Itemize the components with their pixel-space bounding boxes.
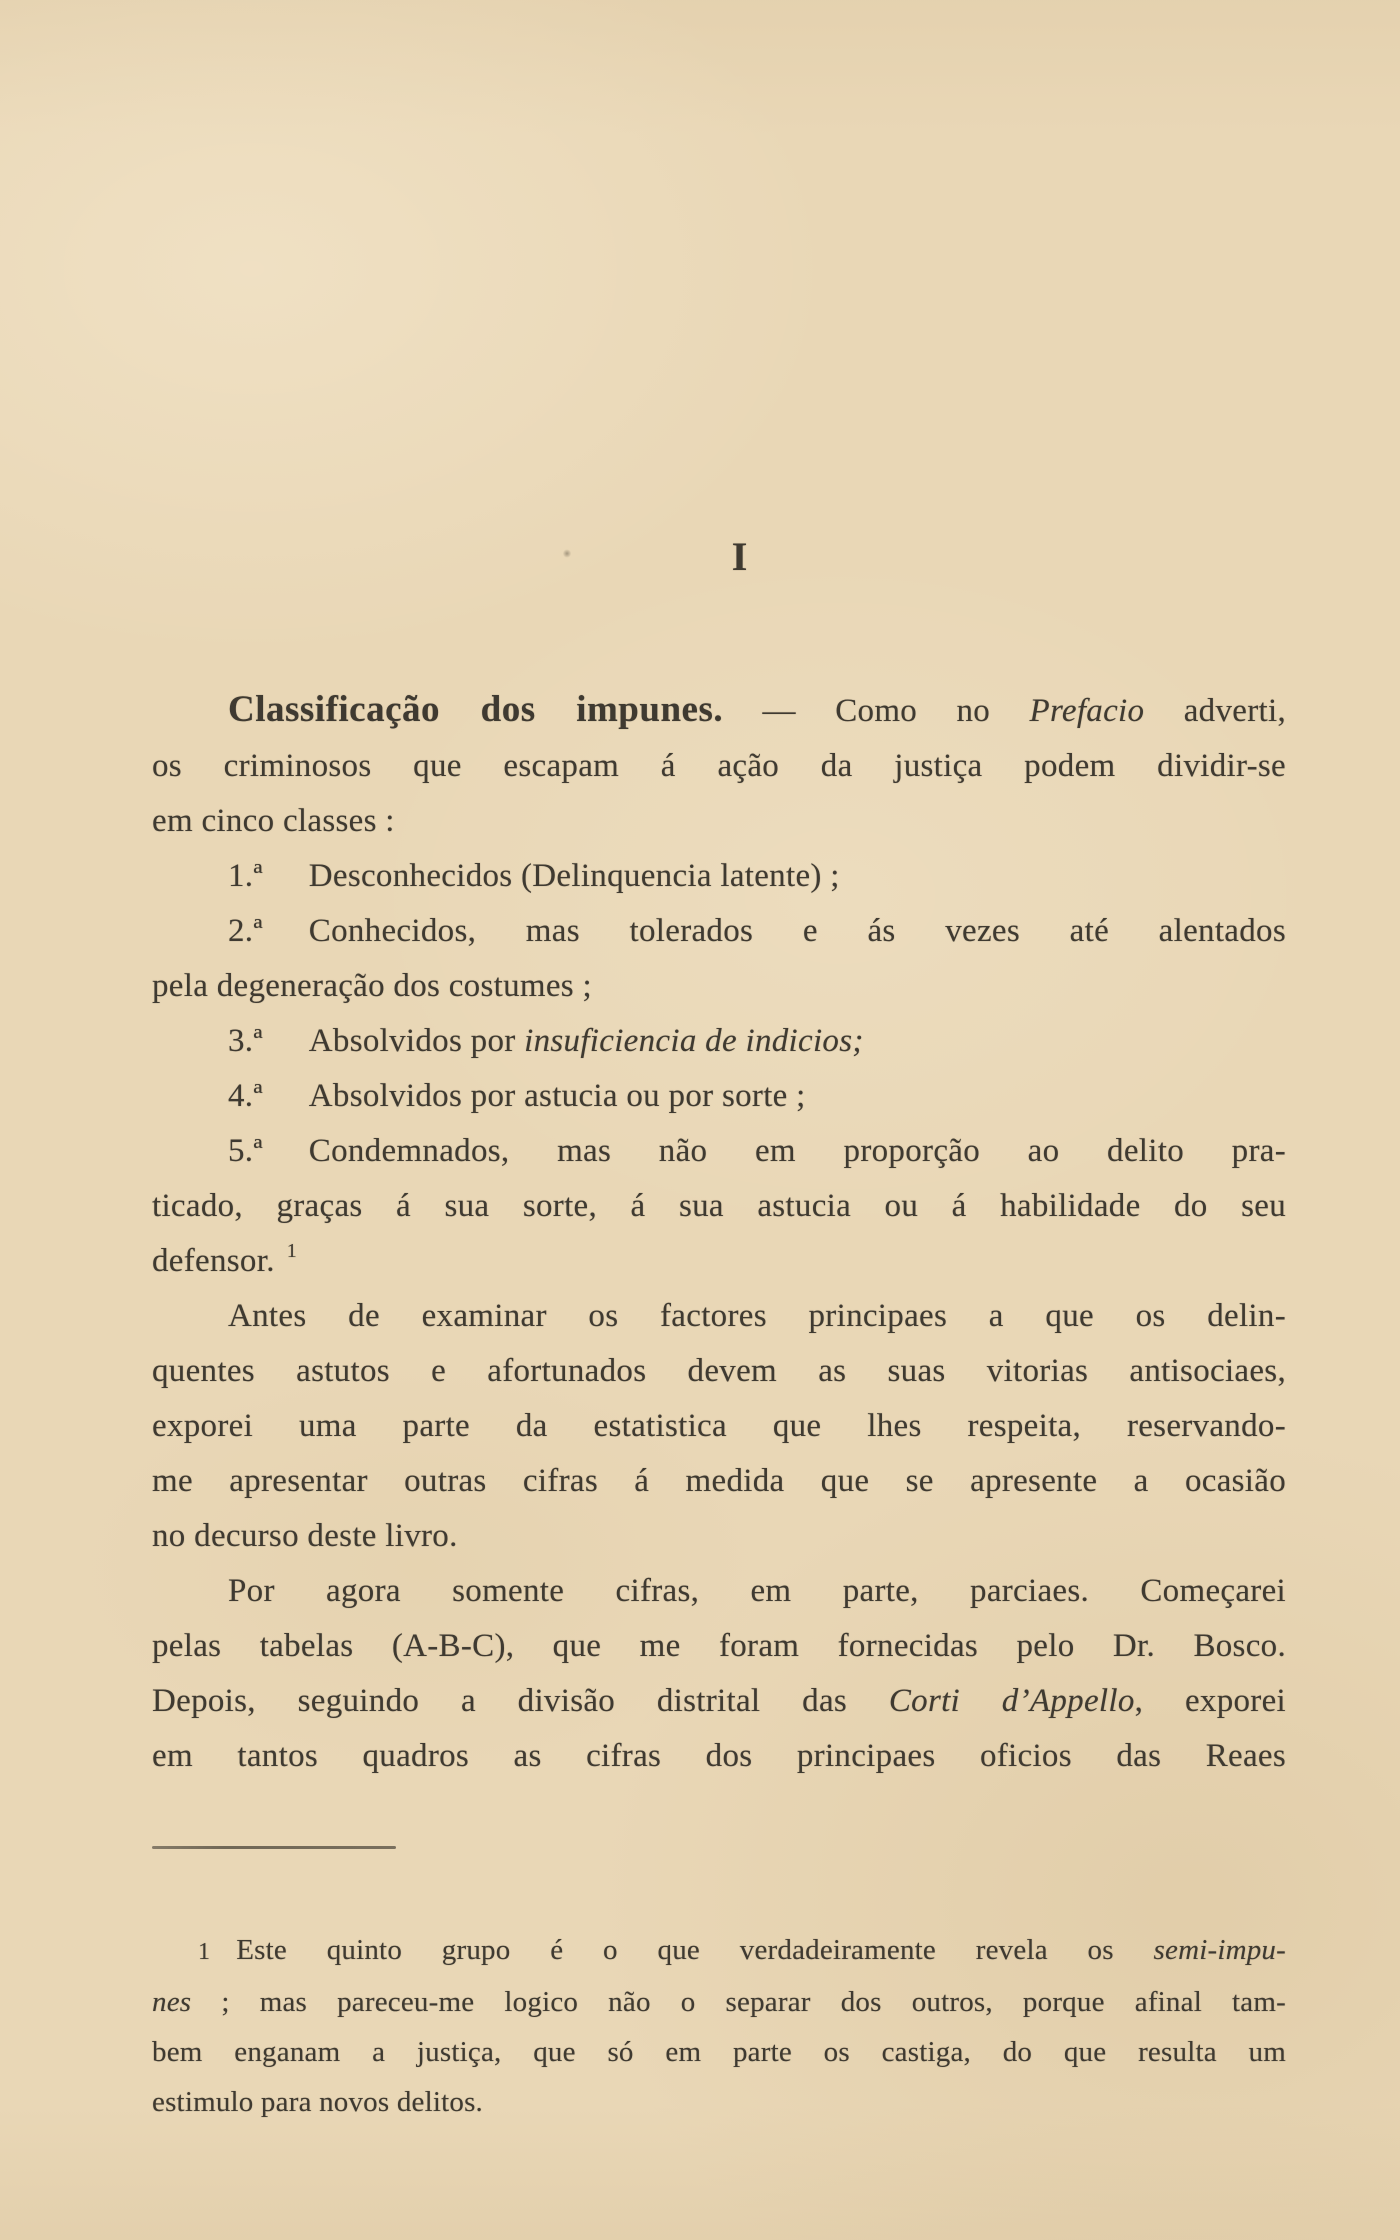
text-segment: 3.ª bbox=[228, 1023, 263, 1059]
footnote bbox=[152, 1925, 1286, 2127]
text-segment: adverti, bbox=[1144, 693, 1287, 729]
text-segment: 1 bbox=[198, 1939, 211, 1965]
text-segment: pelas tabelas (A-B-C), que me foram fornecidas pelo Dr. Bosco. bbox=[152, 1628, 1286, 1664]
text-line bbox=[152, 2027, 1286, 2077]
text-segment: Por agora somente cifras, em parte, parciaes. Começarei bbox=[228, 1573, 1286, 1609]
text-segment: Condemnados, mas não em proporção ao delito pra- bbox=[308, 1133, 1286, 1169]
text-segment: 4.ª bbox=[228, 1078, 263, 1114]
text-segment: ticado, graças á sua sorte, á sua astucia ou á habilidade do seu bbox=[152, 1188, 1286, 1224]
text-segment: 5.ª bbox=[228, 1133, 263, 1169]
text-segment: Depois, seguindo a divisão distrital das bbox=[152, 1683, 889, 1719]
text-line bbox=[152, 1729, 1286, 1784]
text-segment: Desconhecidos (Delinquencia latente) ; bbox=[308, 858, 840, 894]
text-line bbox=[152, 794, 1286, 849]
text-segment: quentes astutos e afortunados devem as suas vitorias antisociaes, bbox=[152, 1353, 1286, 1389]
text-line bbox=[152, 1014, 1286, 1069]
text-segment: estimulo para novos delitos. bbox=[152, 2086, 484, 2118]
body-text bbox=[152, 682, 1286, 1784]
text-segment: nes bbox=[152, 1986, 192, 2018]
text-line bbox=[152, 849, 1286, 904]
text-segment: , exporei bbox=[1134, 1683, 1286, 1719]
text-line bbox=[152, 1289, 1286, 1344]
footnote-reference: 1 bbox=[286, 1240, 298, 1262]
chapter-numeral: I bbox=[731, 534, 749, 579]
text-segment: Conhecidos, mas tolerados e ás vezes até alentados bbox=[308, 913, 1286, 949]
text-segment: defensor. bbox=[152, 1243, 275, 1279]
footnote-separator bbox=[152, 1846, 396, 1849]
text-line bbox=[152, 1399, 1286, 1454]
text-segment: 2.ª bbox=[228, 913, 263, 949]
text-line bbox=[152, 682, 1286, 739]
text-segment: insuficiencia de indicios; bbox=[524, 1023, 864, 1059]
text-segment: semi-impu- bbox=[1153, 1934, 1286, 1966]
text-line bbox=[152, 739, 1286, 794]
text-segment: me apresentar outras cifras á medida que se apresente a ocasião bbox=[152, 1463, 1286, 1499]
text-segment: os criminosos que escapam á ação da justiça podem dividir-se bbox=[152, 748, 1286, 784]
text-segment: exporei uma parte da estatistica que lhes respeita, reservando- bbox=[152, 1408, 1286, 1444]
text-line bbox=[152, 1454, 1286, 1509]
text-line bbox=[152, 1977, 1286, 2027]
text-segment: bem enganam a justiça, que só em parte os castiga, do que resulta um bbox=[152, 2036, 1286, 2068]
text-line bbox=[152, 1674, 1286, 1729]
text-segment: — Como no bbox=[723, 693, 1030, 729]
text-segment: ; mas pareceu-me logico não o separar dos outros, porque afinal tam- bbox=[191, 1986, 1286, 2018]
text-segment: 1.ª bbox=[228, 858, 263, 894]
ink-speck bbox=[563, 549, 571, 558]
text-segment: Absolvidos por bbox=[308, 1023, 525, 1059]
text-line bbox=[152, 1925, 1286, 1977]
text-segment: Absolvidos por astucia ou por sorte ; bbox=[308, 1078, 806, 1114]
text-line bbox=[152, 904, 1286, 959]
text-segment: Antes de examinar os factores principaes a que os delin- bbox=[228, 1298, 1286, 1334]
text-line bbox=[152, 1124, 1286, 1179]
text-segment: em tantos quadros as cifras dos principaes oficios das Reaes bbox=[152, 1738, 1286, 1774]
text-segment: Prefacio bbox=[1029, 693, 1145, 729]
text-line bbox=[152, 1234, 1286, 1289]
text-line bbox=[152, 1179, 1286, 1234]
text-segment: Classificação dos impunes. bbox=[228, 689, 724, 730]
text-line bbox=[152, 1564, 1286, 1619]
text-segment: pela degeneração dos costumes ; bbox=[152, 968, 592, 1004]
text-segment: no decurso deste livro. bbox=[152, 1518, 458, 1554]
text-line bbox=[152, 1619, 1286, 1674]
text-segment: Corti d’Appello bbox=[888, 1683, 1135, 1719]
text-line bbox=[152, 1069, 1286, 1124]
text-line bbox=[152, 2077, 1286, 2127]
text-segment: Este quinto grupo é o que verdadeiramente revela os bbox=[236, 1934, 1154, 1966]
text-segment: em cinco classes : bbox=[152, 803, 395, 839]
text-line bbox=[152, 1509, 1286, 1564]
text-line bbox=[152, 959, 1286, 1014]
text-line bbox=[152, 1344, 1286, 1399]
